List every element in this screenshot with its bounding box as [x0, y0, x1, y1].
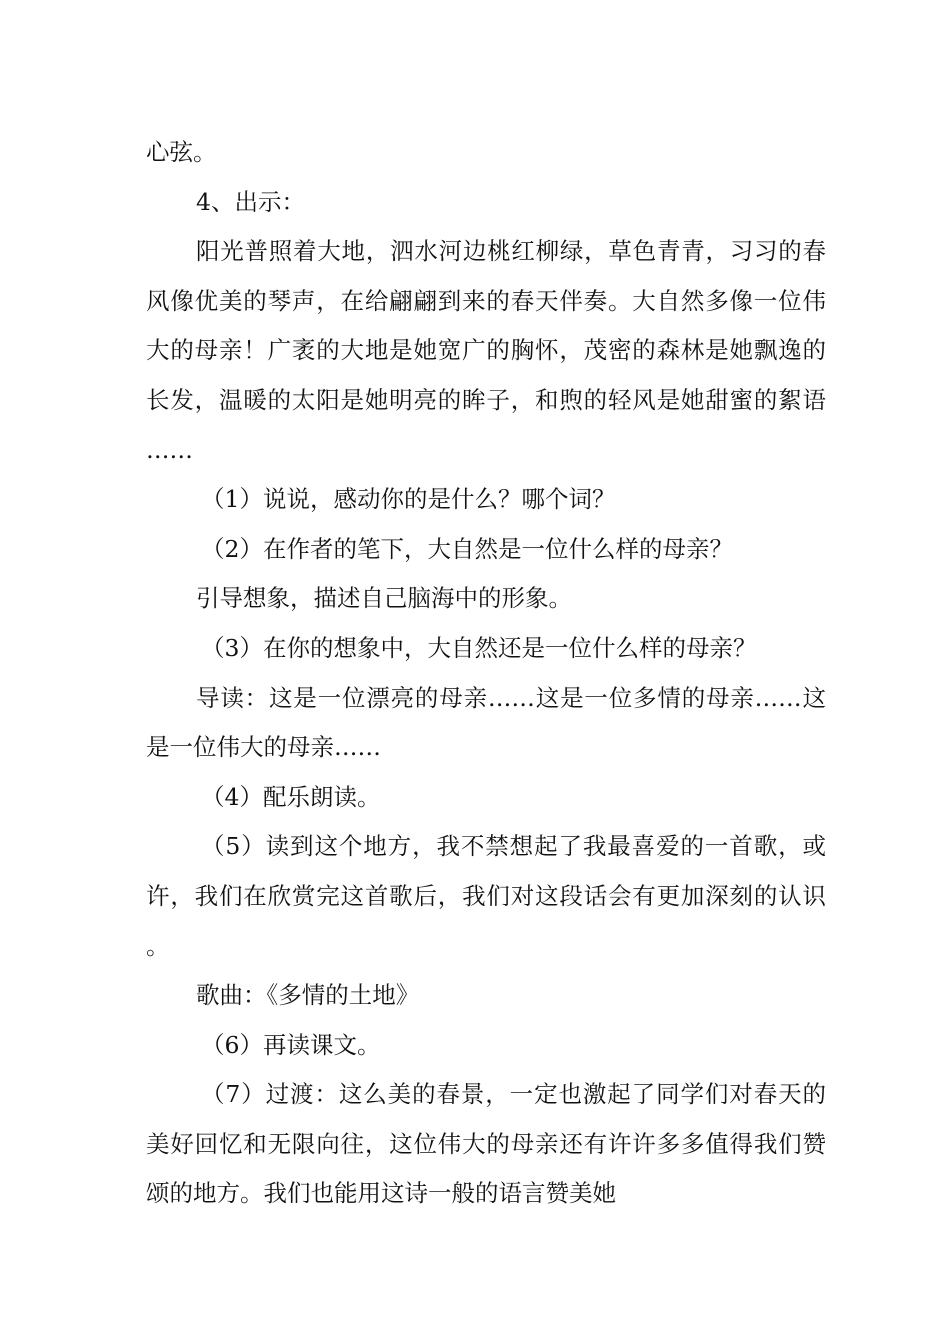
- paragraph-question-2: （2）在作者的笔下，大自然是一位什么样的母亲？: [201, 534, 733, 563]
- paragraph-question-1: （1）说说，感动你的是什么？哪个词？: [201, 485, 616, 514]
- paragraph-quoted-passage: 阳光普照着大地，泗水河边桃红柳绿，草色青青，习习的春风像优美的琴声，在给翩翩到来的春天伴奏。大自然多像一位伟大的母亲！广袤的大地是她宽广的胸怀，茂密的森林是她飘逸的长发，温暖的太阳是她明亮的眸子，和煦的轻风是她甜蜜的絮语……: [146, 237, 826, 464]
- paragraph-step-6: （6）再读课文。: [201, 1030, 381, 1059]
- paragraph-guided-reading: 导读：这是一位漂亮的母亲……这是一位多情的母亲……这是一位伟大的母亲……: [146, 683, 826, 762]
- paragraph-continuation: 心弦。: [146, 138, 217, 166]
- paragraph-step-4: （4）配乐朗读。: [201, 782, 381, 811]
- paragraph-step-7: （7）过渡：这么美的春景，一定也激起了同学们对春天的美好回忆和无限向往，这位伟大的母亲还有许许多多值得我们赞颂的地方。我们也能用这诗一般的语言赞美她: [146, 1080, 826, 1208]
- paragraph-guidance: 引导想象，描述自己脑海中的形象。: [196, 584, 572, 613]
- paragraph-song-title: 歌曲：《多情的土地》: [196, 981, 420, 1010]
- paragraph-question-3: （3）在你的想象中，大自然还是一位什么样的母亲？: [201, 633, 757, 662]
- paragraph-step-5: （5）读到这个地方，我不禁想起了我最喜爱的一首歌，或许，我们在欣赏完这首歌后，我们对这段话会有更加深刻的认识。: [146, 832, 826, 960]
- document-body: [146, 128, 826, 1219]
- paragraph-section-heading: 4、出示：: [196, 187, 305, 216]
